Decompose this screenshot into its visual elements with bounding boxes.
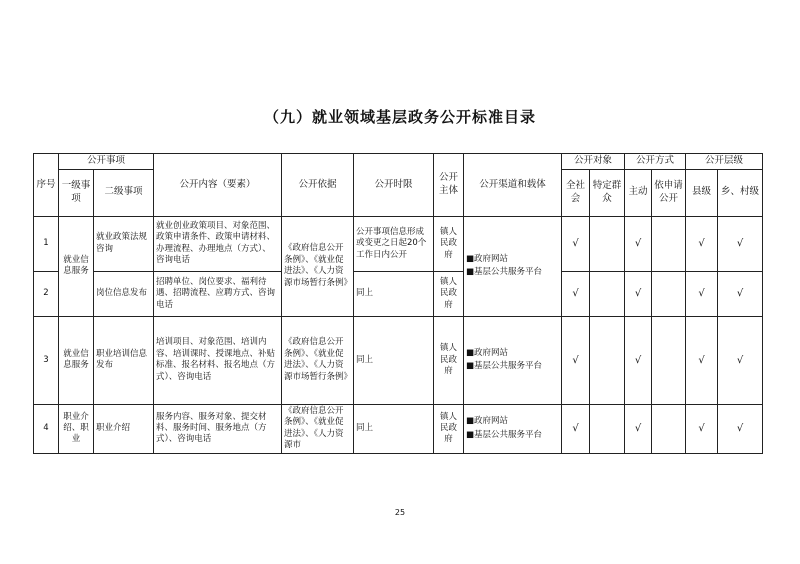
- row-township: √: [718, 216, 763, 271]
- row-level2: 就业政策法规咨询: [94, 216, 154, 271]
- row-whole-society: √: [562, 271, 590, 316]
- row-content: 服务内容、服务对象、提交材料、服务时间、服务地点（方式）、咨询电话: [154, 404, 282, 453]
- row-subject: 镇人民政府: [434, 316, 464, 404]
- row-level1: 就业信息服务: [59, 216, 94, 316]
- row-county: √: [686, 404, 718, 453]
- channel-item: ■基层公共服务平台: [466, 267, 543, 278]
- header-level2: 二级事项: [94, 169, 154, 216]
- channel-item: ■基层公共服务平台: [466, 361, 543, 372]
- header-subject: 公开主体: [434, 154, 464, 217]
- row-channel: [464, 216, 562, 316]
- row-seq: 1: [34, 216, 59, 271]
- row-seq: 3: [34, 316, 59, 404]
- row-county: √: [686, 271, 718, 316]
- row-level1: 职业介绍、职业: [59, 404, 94, 453]
- row-level2: 职业介绍: [94, 404, 154, 453]
- channel-item: ■政府网站: [466, 253, 509, 264]
- row-specific-group: [590, 216, 625, 271]
- row-basis: 《政府信息公开条例》、《就业促进法》、《人力资源市场暂行条例》: [282, 316, 354, 404]
- row-county: √: [686, 316, 718, 404]
- header-seq: 序号: [34, 154, 59, 217]
- header-public-items: 公开事项: [59, 154, 154, 170]
- row-township: √: [718, 404, 763, 453]
- row-on-request: [652, 316, 686, 404]
- row-whole-society: √: [562, 404, 590, 453]
- header-specific-group: 特定群众: [590, 169, 625, 216]
- row-subject: 镇人民政府: [434, 271, 464, 316]
- row-deadline: 同上: [354, 404, 434, 453]
- header-method: 公开方式: [625, 154, 686, 170]
- row-deadline: 同上: [354, 271, 434, 316]
- row-basis: 《政府信息公开条例》、《就业促进法》、《人力资源市场暂行条例》: [282, 216, 354, 316]
- row-active: √: [625, 216, 652, 271]
- row-township: √: [718, 271, 763, 316]
- row-county: √: [686, 216, 718, 271]
- header-channel: 公开渠道和载体: [464, 154, 562, 217]
- row-specific-group: [590, 404, 625, 453]
- row-active: √: [625, 271, 652, 316]
- standard-catalog-table: [33, 153, 763, 454]
- row-channel: [464, 316, 562, 404]
- header-content: 公开内容（要素）: [154, 154, 282, 217]
- row-seq: 4: [34, 404, 59, 453]
- row-on-request: [652, 271, 686, 316]
- header-basis: 公开依据: [282, 154, 354, 217]
- channel-item: ■政府网站: [466, 416, 509, 427]
- row-basis: 《政府信息公开条例》、《就业促进法》、《人力资源市: [282, 404, 354, 453]
- header-whole-society: 全社会: [562, 169, 590, 216]
- header-level1: 一级事项: [59, 169, 94, 216]
- table-row: [34, 271, 763, 316]
- row-content: 招聘单位、岗位要求、福利待遇、招聘流程、应聘方式、咨询电话: [154, 271, 282, 316]
- header-target: 公开对象: [562, 154, 625, 170]
- header-deadline: 公开时限: [354, 154, 434, 217]
- row-level2: 职业培训信息发布: [94, 316, 154, 404]
- row-active: √: [625, 316, 652, 404]
- row-whole-society: √: [562, 316, 590, 404]
- header-on-request: 依申请公开: [652, 169, 686, 216]
- header-level: 公开层级: [686, 154, 763, 170]
- row-level1: 就业信息服务: [59, 316, 94, 404]
- row-specific-group: [590, 271, 625, 316]
- channel-item: ■基层公共服务平台: [466, 429, 543, 440]
- row-deadline: 公开事项信息形成或变更之日起20个工作日内公开: [354, 216, 434, 271]
- row-on-request: [652, 404, 686, 453]
- channel-item: ■政府网站: [466, 347, 509, 358]
- table-row: [34, 216, 763, 271]
- row-specific-group: [590, 316, 625, 404]
- row-deadline: 同上: [354, 316, 434, 404]
- row-active: √: [625, 404, 652, 453]
- row-whole-society: √: [562, 216, 590, 271]
- row-channel: [464, 404, 562, 453]
- row-township: √: [718, 316, 763, 404]
- header-active: 主动: [625, 169, 652, 216]
- row-on-request: [652, 216, 686, 271]
- page-title: （九）就业领域基层政务公开标准目录: [263, 108, 536, 126]
- table-row: [34, 404, 763, 453]
- page-number: 25: [394, 508, 406, 517]
- table-row: [34, 316, 763, 404]
- row-content: 就业创业政策项目、对象范围、政策申请条件、政策申请材料、办理流程、办理地点（方式）、咨询电话: [154, 216, 282, 271]
- row-subject: 镇人民政府: [434, 404, 464, 453]
- row-content: 培训项目、对象范围、培训内容、培训课时、授课地点、补贴标准、报名材料、报名地点（方式）、咨询电话: [154, 316, 282, 404]
- row-subject: 镇人民政府: [434, 216, 464, 271]
- row-level2: 岗位信息发布: [94, 271, 154, 316]
- header-county: 县级: [686, 169, 718, 216]
- row-seq: 2: [34, 271, 59, 316]
- header-township: 乡、村级: [718, 169, 763, 216]
